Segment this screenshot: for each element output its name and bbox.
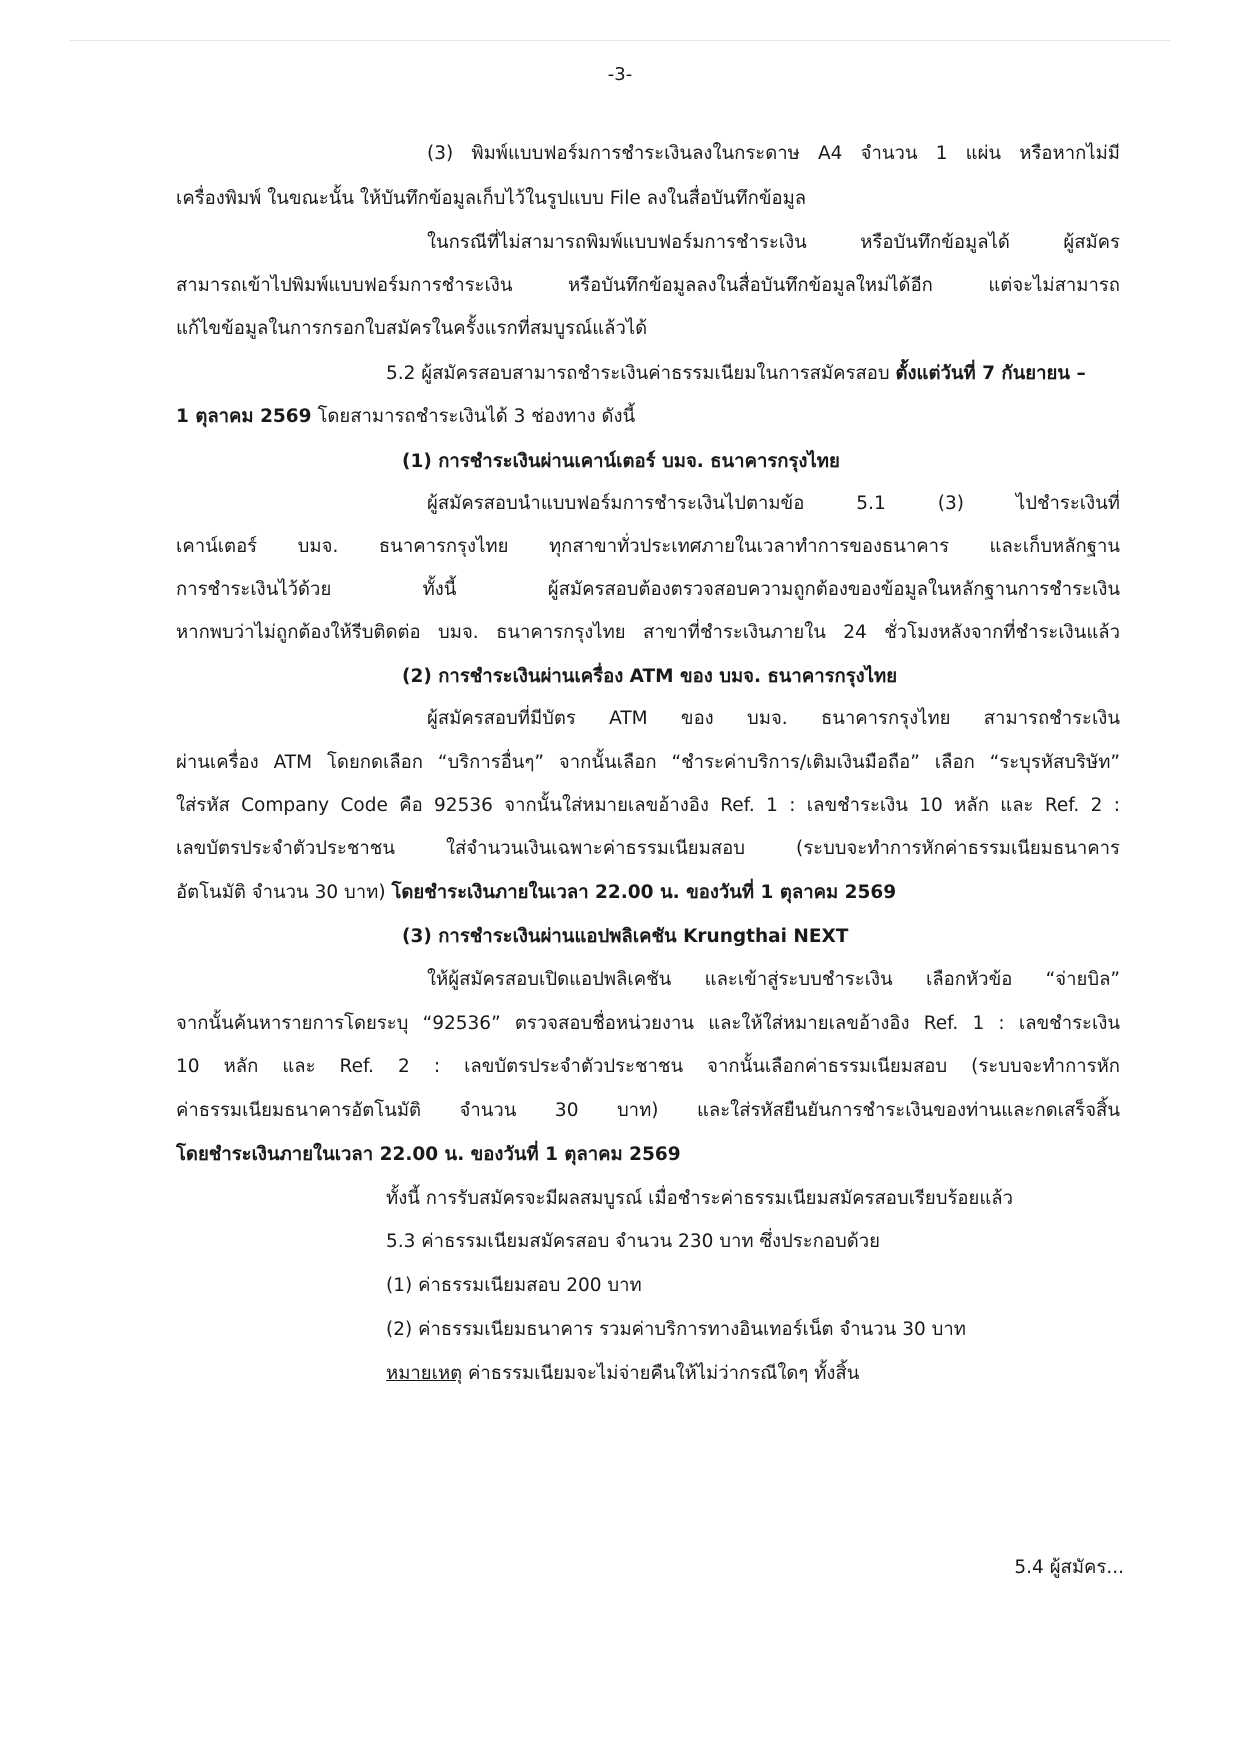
- text-line: [176, 750, 1120, 776]
- text-line: [176, 577, 1120, 603]
- text-line: [176, 1098, 1120, 1124]
- text-segment: ผู้สมัครสอบที่มีบัตร ATM ของ บมจ. ธนาคารกรุงไทย สามารถชำระเงิน: [427, 708, 1120, 729]
- text-segment: ค่าธรรมเนียมธนาคารอัตโนมัติ จำนวน 30 บาท) และใส่รหัสยืนยันการชำระเงินของท่านและกดเสร็จสิ้น: [176, 1100, 1120, 1121]
- text-segment: ค่าธรรมเนียมจะไม่จ่ายคืนให้ไม่ว่ากรณีใดๆ ทั้งสิ้น: [462, 1363, 860, 1384]
- bold-text: (2) การชำระเงินผ่านเครื่อง ATM ของ บมจ. ธนาคารกรุงไทย: [402, 666, 898, 687]
- bold-text: โดยชำระเงินภายในเวลา 22.00 น. ของวันที่ 1 ตุลาคม 2569: [391, 882, 897, 903]
- text-segment: ทั้งนี้ การรับสมัครจะมีผลสมบูรณ์ เมื่อชำระค่าธรรมเนียมสมัครสอบเรียบร้อยแล้ว: [386, 1188, 1014, 1209]
- bold-text: 1 ตุลาคม 2569: [176, 406, 312, 427]
- bold-text: ตั้งแต่วันที่ 7 กันยายน –: [895, 363, 1086, 384]
- text-line: [176, 793, 1120, 819]
- text-line: [427, 967, 1120, 993]
- text-segment: (1) ค่าธรรมเนียมสอบ 200 บาท: [386, 1275, 642, 1296]
- text-segment: อัตโนมัติ จำนวน 30 บาท): [176, 882, 392, 903]
- bold-text: (1) การชำระเงินผ่านเคาน์เตอร์ บมจ. ธนาคารกรุงไทย: [402, 451, 840, 472]
- text-line: [402, 449, 840, 475]
- text-segment: 10 หลัก และ Ref. 2 : เลขบัตรประจำตัวประชาชน จากนั้นเลือกค่าธรรมเนียมสอบ (ระบบจะทำการหัก: [176, 1056, 1120, 1077]
- text-segment: 5.2 ผู้สมัครสอบสามารถชำระเงินค่าธรรมเนียมในการสมัครสอบ: [386, 363, 896, 384]
- text-segment: เครื่องพิมพ์ ในขณะนั้น ให้บันทึกข้อมูลเก็บไว้ในรูปแบบ File ลงในสื่อบันทึกข้อมูล: [176, 188, 807, 209]
- bold-text: โดยชำระเงินภายในเวลา 22.00 น. ของวันที่ 1 ตุลาคม 2569: [176, 1144, 681, 1165]
- text-line: [176, 836, 1120, 862]
- text-line: [402, 664, 897, 690]
- text-segment: การชำระเงินไว้ด้วย ทั้งนี้ ผู้สมัครสอบต้องตรวจสอบความถูกต้องของข้อมูลในหลักฐานการชำระเงิน: [176, 579, 1120, 600]
- text-line: [176, 620, 1120, 646]
- underlined-text: หมายเหตุ: [386, 1363, 463, 1384]
- text-line: [176, 1142, 681, 1168]
- text-line: [176, 534, 1120, 560]
- text-line: [427, 230, 1120, 256]
- text-segment: หากพบว่าไม่ถูกต้องให้รีบติดต่อ บมจ. ธนาคารกรุงไทย สาขาที่ชำระเงินภายใน 24 ชั่วโมงหลังจากที่ชำระเงินแล้ว: [176, 622, 1120, 643]
- text-line: [176, 404, 635, 430]
- text-line: [176, 1011, 1120, 1037]
- text-segment: (2) ค่าธรรมเนียมธนาคาร รวมค่าบริการทางอินเทอร์เน็ต จำนวน 30 บาท: [386, 1319, 966, 1340]
- text-segment: ให้ผู้สมัครสอบเปิดแอปพลิเคชัน และเข้าสู่ระบบชำระเงิน เลือกหัวข้อ “จ่ายบิล”: [427, 969, 1120, 990]
- text-line: [427, 706, 1120, 732]
- text-line: [427, 491, 1120, 517]
- text-line: [386, 1229, 880, 1255]
- text-line: [386, 1317, 966, 1343]
- text-segment: เลขบัตรประจำตัวประชาชน ใส่จำนวนเงินเฉพาะค่าธรรมเนียมสอบ (ระบบจะทำการหักค่าธรรมเนียมธนาคาร: [176, 838, 1120, 859]
- text-line: [386, 1186, 1013, 1212]
- continuation-footer: 5.4 ผู้สมัคร...: [1014, 1557, 1124, 1578]
- text-segment: ในกรณีที่ไม่สามารถพิมพ์แบบฟอร์มการชำระเงิน หรือบันทึกข้อมูลได้ ผู้สมัคร: [427, 232, 1120, 253]
- text-line: [176, 880, 896, 906]
- text-line: [176, 316, 647, 342]
- text-line: [176, 273, 1120, 299]
- text-segment: ผู้สมัครสอบนำแบบฟอร์มการชำระเงินไปตามข้อ 5.1 (3) ไปชำระเงินที่: [427, 493, 1120, 514]
- text-line: [386, 361, 1086, 387]
- text-line: [427, 141, 1120, 167]
- text-line: [176, 186, 806, 212]
- text-segment: โดยสามารถชำระเงินได้ 3 ช่องทาง ดังนี้: [311, 406, 636, 427]
- text-line: [386, 1273, 642, 1299]
- text-segment: ผ่านเครื่อง ATM โดยกดเลือก “บริการอื่นๆ” จากนั้นเลือก “ชำระค่าบริการ/เติมเงินมือถือ” เลือก “ระบุรหัสบริษัท”: [176, 752, 1120, 773]
- text-segment: 5.3 ค่าธรรมเนียมสมัครสอบ จำนวน 230 บาท ซึ่งประกอบด้วย: [386, 1231, 880, 1252]
- text-line: [386, 1361, 859, 1387]
- text-segment: (3) พิมพ์แบบฟอร์มการชำระเงินลงในกระดาษ A4 จำนวน 1 แผ่น หรือหากไม่มี: [427, 143, 1120, 164]
- text-line: [176, 1054, 1120, 1080]
- text-segment: ใส่รหัส Company Code คือ 92536 จากนั้นใส่หมายเลขอ้างอิง Ref. 1 : เลขชำระเงิน 10 หลัก และ Ref. 2 :: [176, 795, 1120, 816]
- page-number: -3-: [607, 64, 633, 85]
- text-segment: เคาน์เตอร์ บมจ. ธนาคารกรุงไทย ทุกสาขาทั่วประเทศภายในเวลาทำการของธนาคาร และเก็บหลักฐาน: [176, 536, 1120, 557]
- bold-text: (3) การชำระเงินผ่านแอปพลิเคชัน Krungthai NEXT: [402, 926, 849, 947]
- text-line: [402, 924, 848, 950]
- text-segment: จากนั้นค้นหารายการโดยระบุ “92536” ตรวจสอบชื่อหน่วยงาน และให้ใส่หมายเลขอ้างอิง Ref. 1 : เลขชำระเงิน: [176, 1013, 1120, 1034]
- text-segment: แก้ไขข้อมูลในการกรอกใบสมัครในครั้งแรกที่สมบูรณ์แล้วได้: [176, 318, 648, 339]
- text-segment: สามารถเข้าไปพิมพ์แบบฟอร์มการชำระเงิน หรือบันทึกข้อมูลลงในสื่อบันทึกข้อมูลใหม่ได้อีก แต่จะไม่สามารถ: [176, 275, 1120, 296]
- scan-edge-line: [70, 40, 1170, 41]
